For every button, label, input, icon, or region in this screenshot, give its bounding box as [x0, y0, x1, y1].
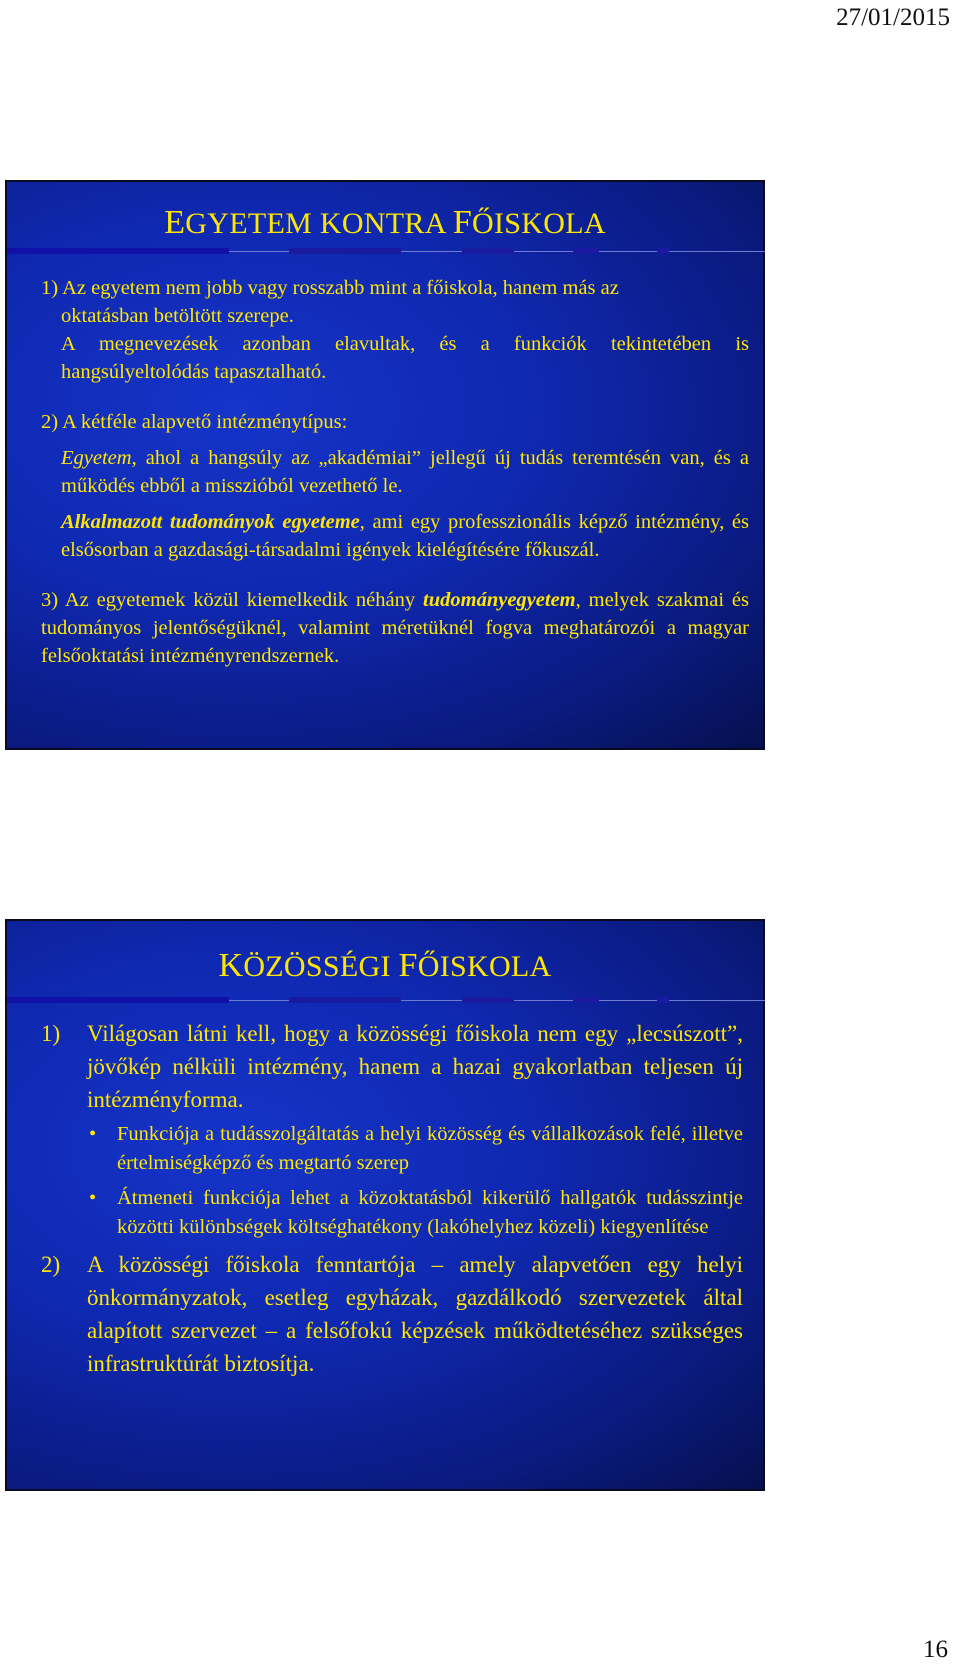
bullet-item: • Átmeneti funkciója lehet a közoktatásból kikerülő hallgatók tudásszintje közötti különbségek költséghatékony (lakóhelyhez közeli) kiegyenlítése [89, 1187, 743, 1238]
bullet-item: • Funkciója a tudásszolgáltatás a helyi közösség és vállalkozások felé, illetve értelmiségképző és megtartó szerep [89, 1123, 743, 1174]
paragraph-2-alkalmazott: Alkalmazott tudományok egyeteme, ami egy professzionális képző intézmény, és elsősorban a gazdasági-társadalmi igények kielégítésére főkuszál. [61, 511, 749, 561]
slide-kozossegi-foiskola [5, 919, 765, 1491]
paragraph-3: 3) Az egyetemek közül kiemelkedik néhány tudományegyetem, melyek szakmai és tudományos jelentőségüknél, valamint méretüknél fogva meghatározói a magyar felsőoktatási intézményrendszernek. [41, 589, 749, 667]
slide-body [41, 274, 749, 670]
header-date: 27/01/2015 [836, 4, 950, 31]
paragraph-1-line-1: 1) Az egyetem nem jobb vagy rosszabb mint a főiskola, hanem más az [41, 277, 619, 299]
list-item: 1) Világosan látni kell, hogy a közösségi főiskola nem egy „lecsúszott”, jövőkép nélküli intézmény, hanem a hazai gyakorlatban teljesen új intézményforma. [41, 1021, 743, 1112]
slide-egyetem-kontra-foiskola [5, 180, 765, 750]
page-number: 16 [923, 1636, 948, 1663]
paragraph-1-line-2: oktatásban betöltött szerepe. [61, 305, 294, 327]
title-divider [7, 997, 765, 1003]
slide-body [41, 1017, 743, 1380]
list-item: 2) A közösségi főiskola fenntartója – amely alapvetően egy helyi önkormányzatok, esetleg egyházak, gazdálkodó szervezetek által alapított szervezet – a felsőfokú képzések működtetéséhez szükséges infrastruktúrát biztosítja. [41, 1252, 743, 1376]
slide-title: EGYETEM KONTRA FŐISKOLA [164, 204, 606, 241]
paragraph-1-line-3: A megnevezések azonban elavultak, és a funkciók tekintetében is hangsúlyeltolódás tapasztalható. [61, 333, 749, 383]
paragraph-2-heading: 2) A kétféle alapvető intézménytípus: [41, 411, 348, 433]
title-divider [7, 248, 765, 254]
bullet-list [41, 1120, 743, 1242]
paragraph-2-egyetem: Egyetem, ahol a hangsúly az „akadémiai” jellegű új tudás teremtésén van, és a működés ebből a misszióból vezethető le. [61, 447, 749, 497]
slide-title: KÖZÖSSÉGI FŐISKOLA [218, 947, 552, 984]
